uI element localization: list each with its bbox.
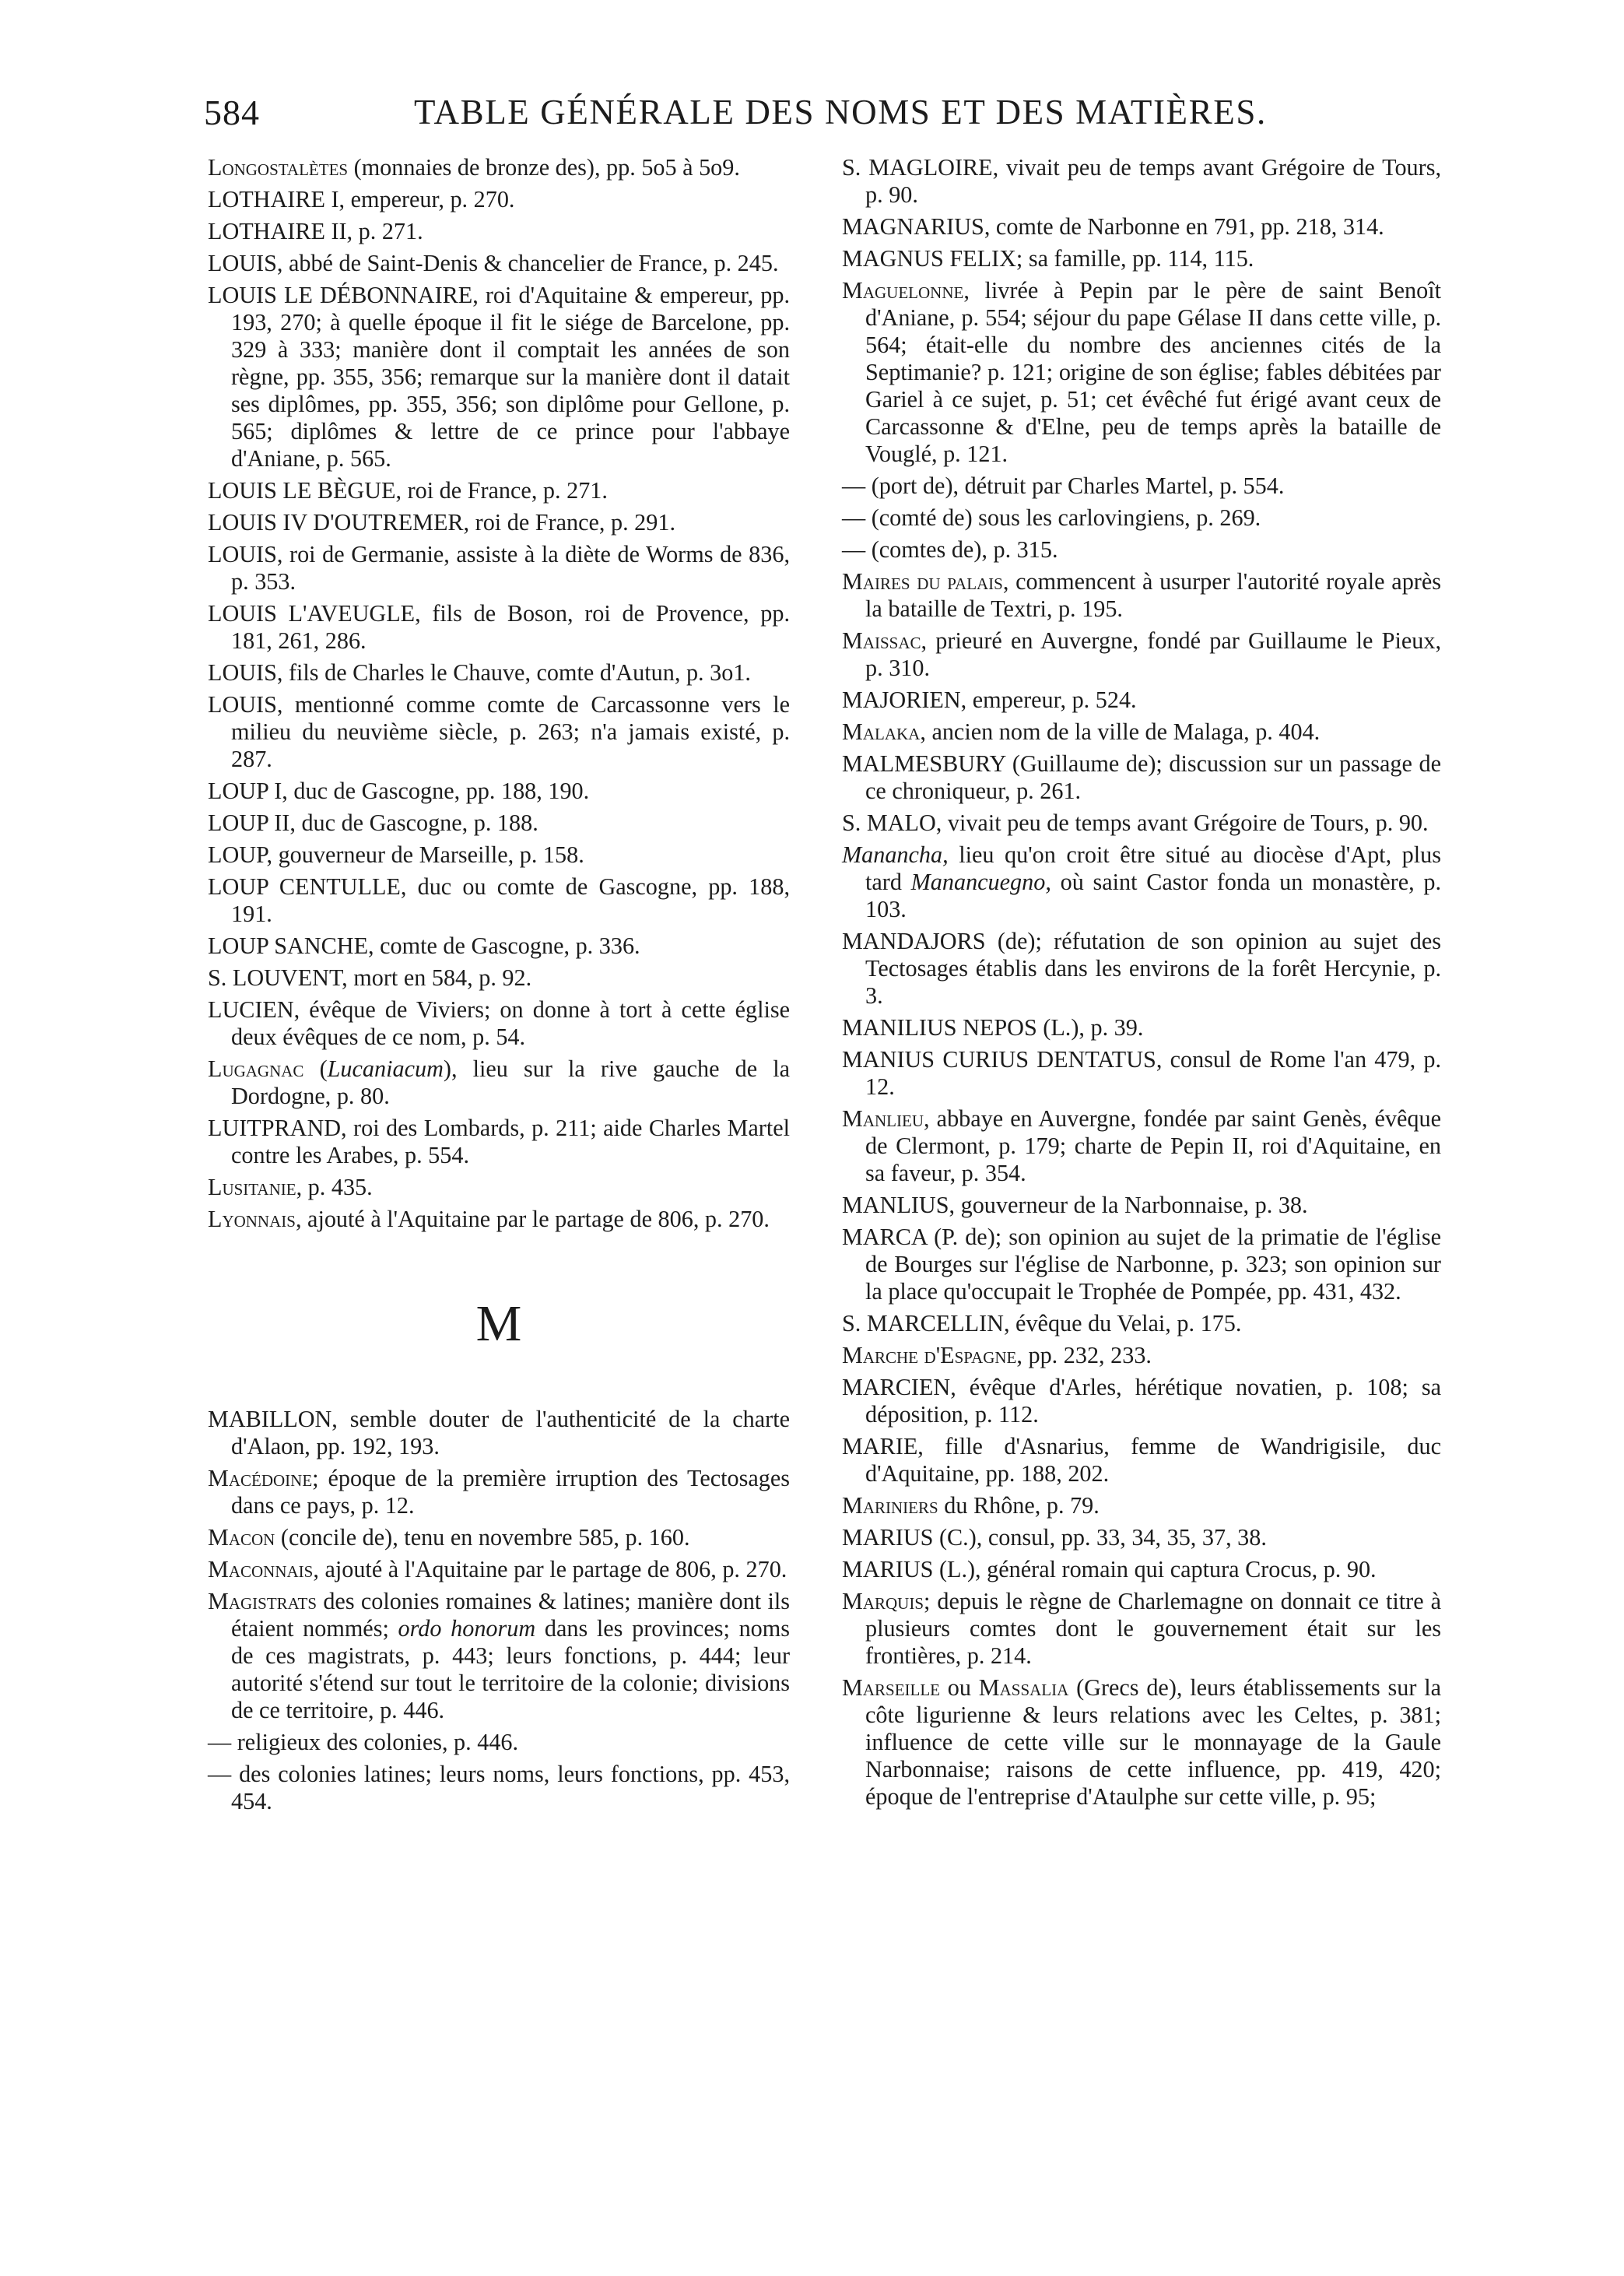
index-entry: — religieux des colonies, p. 446.: [208, 1729, 519, 1755]
page-number: 584: [204, 93, 260, 132]
index-entry: — (port de), détruit par Charles Martel, p. 554.: [842, 472, 1285, 499]
index-entry: LUITPRAND, roi des Lombards, p. 211; aide Charles Martel contre les Arabes, p. 554.: [208, 1115, 790, 1168]
index-entry: MANILIUS NEPOS (L.), p. 39.: [842, 1014, 1144, 1041]
index-entry: Maguelonne, livrée à Pepin par le père de saint Benoît d'Aniane, p. 554; séjour du pape Gélase II dans cette ville, p. 564; était-elle du nombre des anciennes cités de la Septimanie? p. 121; origine de son église; fables débitées par Gariel à ce sujet, p. 51; cet évêché fut érigé avant ceux de Carcassonne & d'Elne, peu de temps après la bataille de Vouglé, p. 121.: [842, 277, 1441, 467]
index-entry: Malaka, ancien nom de la ville de Malaga, p. 404.: [842, 718, 1321, 745]
index-entry: LOUIS IV D'OUTREMER, roi de France, p. 291.: [208, 509, 676, 536]
index-entry: Lusitanie, p. 435.: [208, 1174, 373, 1200]
index-entry: Manancha, lieu qu'on croit être situé au diocèse d'Apt, plus tard Manancuegno, où saint Castor fonda un monastère, p. 103.: [842, 841, 1441, 922]
index-entry: Macon (concile de), tenu en novembre 585, p. 160.: [208, 1524, 690, 1551]
index-entry: — (comté de) sous les carlovingiens, p. 269.: [842, 504, 1261, 531]
index-entry: Lyonnais, ajouté à l'Aquitaine par le partage de 806, p. 270.: [208, 1206, 770, 1232]
index-entry: LOUP I, duc de Gascogne, pp. 188, 190.: [208, 778, 590, 804]
index-entry: MANLIUS, gouverneur de la Narbonnaise, p. 38.: [842, 1192, 1308, 1218]
index-entry: Longostalètes (monnaies de bronze des), pp. 5o5 à 5o9.: [208, 154, 740, 181]
index-entry: Maissac, prieuré en Auvergne, fondé par Guillaume le Pieux, p. 310.: [842, 627, 1441, 681]
index-entry: MAGNUS FELIX; sa famille, pp. 114, 115.: [842, 245, 1254, 272]
index-entry: S. MALO, vivait peu de temps avant Grégoire de Tours, p. 90.: [842, 810, 1429, 836]
index-entry: MANIUS CURIUS DENTATUS, consul de Rome l'an 479, p. 12.: [842, 1046, 1441, 1100]
index-entry: Magistrats des colonies romaines & latines; manière dont ils étaient nommés; ordo honorum dans les provinces; noms de ces magistrats, p. 443; leurs fonctions, p. 444; leur autorité s'étend sur tout le territoire de la colonie; divisions de ce territoire, p. 446.: [208, 1588, 790, 1723]
index-entry: Maconnais, ajouté à l'Aquitaine par le partage de 806, p. 270.: [208, 1556, 787, 1582]
index-entry: MARCIEN, évêque d'Arles, hérétique novatien, p. 108; sa déposition, p. 112.: [842, 1374, 1441, 1428]
index-entry: LOTHAIRE I, empereur, p. 270.: [208, 186, 515, 212]
running-title: TABLE GÉNÉRALE DES NOMS ET DES MATIÈRES.: [414, 93, 1267, 132]
index-entry: LOUIS, abbé de Saint-Denis & chancelier de France, p. 245.: [208, 250, 779, 276]
index-entry: Marseille ou Massalia (Grecs de), leurs établissements sur la côte ligurienne & leurs relations avec les Celtes, p. 381; influence de cette ville sur le monnayage de la Gaule Narbonnaise; raisons de cette influence, pp. 419, 420; époque de l'entreprise d'Ataulphe sur cette ville, p. 95;: [842, 1674, 1441, 1810]
index-entry: LOUIS LE DÉBONNAIRE, roi d'Aquitaine & empereur, pp. 193, 270; à quelle époque il fit le siége de Barcelone, pp. 329 à 333; manière dont il comptait les années de son règne, pp. 355, 356; remarque sur la manière dont il datait ses diplômes, pp. 355, 356; son diplôme pour Gellone, p. 565; diplômes & lettre de ce prince pour l'abbaye d'Aniane, p. 565.: [208, 282, 790, 472]
index-entry: Mariniers du Rhône, p. 79.: [842, 1492, 1100, 1519]
index-entry: LOUIS, mentionné comme comte de Carcassonne vers le milieu du neuvième siècle, p. 263; n'a jamais existé, p. 287.: [208, 691, 790, 772]
index-entry: MARCA (P. de); son opinion au sujet de la primatie de l'église de Bourges sur l'église de Narbonne, p. 323; son opinion sur la place qu'occupait le Trophée de Pompée, pp. 431, 432.: [842, 1224, 1441, 1305]
section-letter: M: [475, 1295, 522, 1352]
index-entry: MAJORIEN, empereur, p. 524.: [842, 687, 1137, 713]
index-entry: Maires du palais, commencent à usurper l'autorité royale après la bataille de Textri, p. 195.: [842, 568, 1441, 622]
index-entry: LOUP CENTULLE, duc ou comte de Gascogne, pp. 188, 191.: [208, 873, 790, 927]
index-entry: MARIUS (L.), général romain qui captura Crocus, p. 90.: [842, 1556, 1377, 1582]
index-entry: MAGNARIUS, comte de Narbonne en 791, pp. 218, 314.: [842, 213, 1384, 240]
index-entry: — des colonies latines; leurs noms, leurs fonctions, pp. 453, 454.: [208, 1761, 790, 1814]
index-entry: — (comtes de), p. 315.: [842, 536, 1058, 563]
index-entry: MARIUS (C.), consul, pp. 33, 34, 35, 37, 38.: [842, 1524, 1267, 1551]
right-column: [842, 154, 1441, 1815]
index-entry: LOUIS LE BÈGUE, roi de France, p. 271.: [208, 477, 608, 504]
page-header: [204, 92, 1433, 146]
index-entry: LOUIS, roi de Germanie, assiste à la diète de Worms de 836, p. 353.: [208, 541, 790, 595]
index-entry: MABILLON, semble douter de l'authenticité de la charte d'Alaon, pp. 192, 193.: [208, 1406, 790, 1459]
index-entry: LOTHAIRE II, p. 271.: [208, 218, 423, 244]
index-entry: Lugagnac (Lucaniacum), lieu sur la rive gauche de la Dordogne, p. 80.: [208, 1055, 790, 1109]
index-entry: S. LOUVENT, mort en 584, p. 92.: [208, 964, 532, 991]
index-entry: MALMESBURY (Guillaume de); discussion sur un passage de ce chroniqueur, p. 261.: [842, 750, 1441, 804]
index-entry: LOUP II, duc de Gascogne, p. 188.: [208, 810, 538, 836]
index-entry: MANDAJORS (de); réfutation de son opinion au sujet des Tectosages établis dans les environs de la forêt Hercynie, p. 3.: [842, 928, 1441, 1009]
index-entry: LOUIS, fils de Charles le Chauve, comte d'Autun, p. 3o1.: [208, 659, 751, 686]
index-entry: Marche d'Espagne, pp. 232, 233.: [842, 1342, 1152, 1368]
index-entry: S. MARCELLIN, évêque du Velai, p. 175.: [842, 1310, 1242, 1336]
index-entry: Manlieu, abbaye en Auvergne, fondée par saint Genès, évêque de Clermont, p. 179; charte de Pepin II, roi d'Aquitaine, en sa faveur, p. 354.: [842, 1105, 1441, 1186]
index-entry: Marquis; depuis le règne de Charlemagne on donnait ce titre à plusieurs comtes dont le gouvernement était sur les frontières, p. 214.: [842, 1588, 1441, 1669]
index-entry: LOUP SANCHE, comte de Gascogne, p. 336.: [208, 933, 640, 959]
index-entry: LUCIEN, évêque de Viviers; on donne à tort à cette église deux évêques de ce nom, p. 54.: [208, 996, 790, 1050]
left-column: [208, 154, 790, 1820]
index-entry: LOUIS L'AVEUGLE, fils de Boson, roi de Provence, pp. 181, 261, 286.: [208, 600, 790, 654]
index-entry: Macédoine; époque de la première irruption des Tectosages dans ce pays, p. 12.: [208, 1465, 790, 1519]
index-entry: MARIE, fille d'Asnarius, femme de Wandrigisile, duc d'Aquitaine, pp. 188, 202.: [842, 1433, 1441, 1487]
index-entry: LOUP, gouverneur de Marseille, p. 158.: [208, 841, 584, 868]
index-entry: S. MAGLOIRE, vivait peu de temps avant Grégoire de Tours, p. 90.: [842, 154, 1441, 208]
